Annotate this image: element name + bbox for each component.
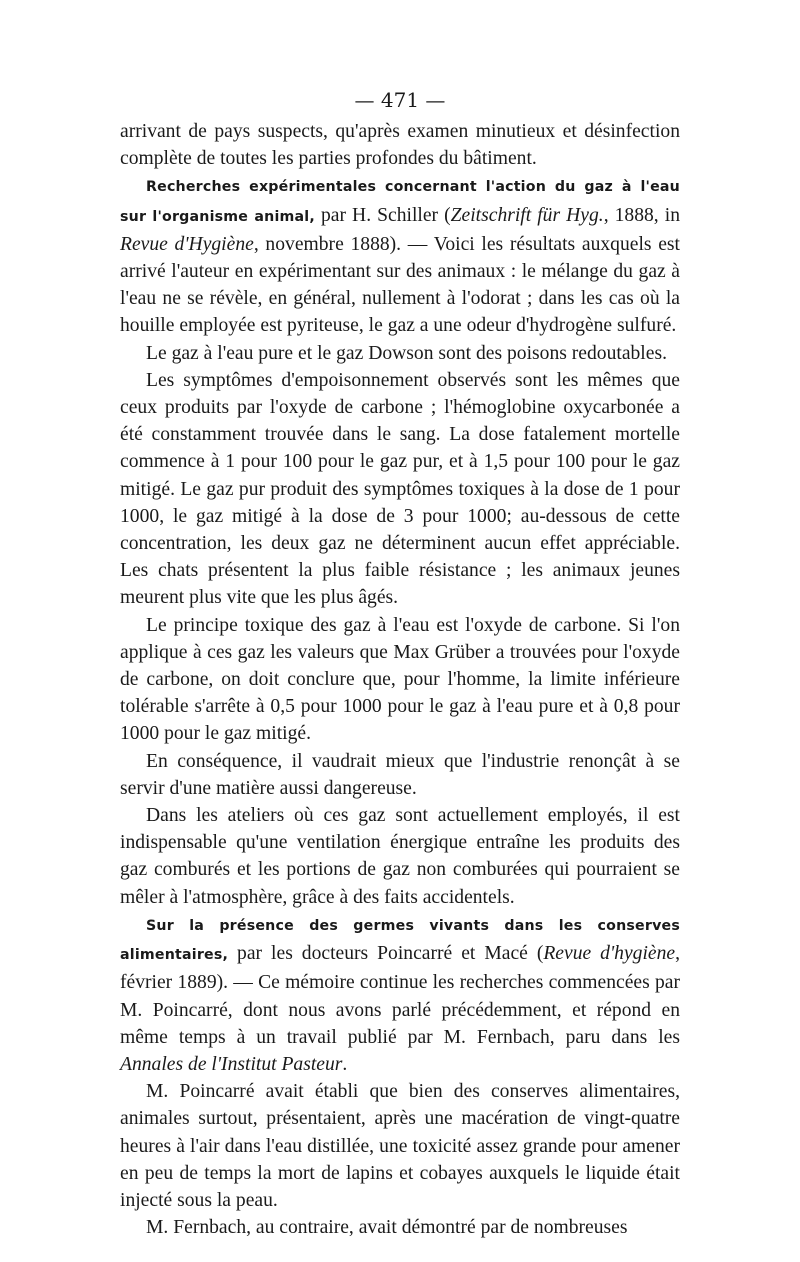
paragraph-principe-toxique: Le principe toxique des gaz à l'eau est l'oxyde de carbone. Si l'on applique à ces gaz les valeurs que Max Grüber a trouvées pour l'oxyde de carbone, on doit conclure que, pour l'homme, la limite inférieure tolérable s'arrête à 0,5 pour 1000 pour le gaz à l'eau pure et à 0,8 pour 1000 pour le gaz mitigé. (120, 614, 680, 745)
paragraph-continuation: arrivant de pays suspects, qu'après examen minutieux et désinfection complète de toutes les parties profondes du bâtiment. (120, 121, 680, 170)
paragraph-fernbach: M. Fernbach, au contraire, avait démontré par de nombreuses (146, 1217, 628, 1239)
journal-title-annales-pasteur: Annales de l'Institut Pasteur (120, 1053, 343, 1075)
body-text (120, 118, 680, 1241)
paragraph-poisons: Le gaz à l'eau pure et le gaz Dowson sont des poisons redoutables. (146, 342, 667, 364)
journal-title-zeitschrift: Zeitschrift für Hyg. (450, 204, 604, 226)
paragraph-consequence: En conséquence, il vaudrait mieux que l'industrie renonçât à se servir d'une matière aussi dangereuse. (120, 750, 680, 799)
paragraph-schiller-article: Recherches expérimentales concernant l'action du gaz à l'eau sur l'organisme animal, par H. Schiller (Zeitschrift für Hyg., 1888, in Revue d'Hygiène, novembre 1888). — Voici les résultats auxquels est arrivé l'auteur en expérimentant sur des animaux : le mélange du gaz à l'eau ne se révèle, en général, nullement à l'odorat ; dans les cas où la houille employée est pyriteuse, le gaz a une odeur d'hydrogène sulfuré. (120, 179, 680, 337)
section-heading-conserves: Sur la présence des germes vivants dans les conserves alimentaires, (120, 917, 680, 964)
paragraph-ateliers: Dans les ateliers où ces gaz sont actuellement employés, il est indispensable qu'une ventilation énergique entraîne les produits des gaz comburés et les portions de gaz non comburées qui pourraient se mêler à l'atmosphère, grâce à des faits accidentels. (120, 805, 680, 908)
paragraph-conserves-article: Sur la présence des germes vivants dans les conserves alimentaires, par les docteurs Poincarré et Macé (Revue d'hygiène, février 1889). — Ce mémoire continue les recherches commencées par M. Poincarré, dont nous avons parlé précédemment, et répond en même temps à un travail publié par M. Fernbach, paru dans les Annales de l'Institut Pasteur. (120, 917, 680, 1075)
journal-title-revue-hygiene-2: Revue d'hygiène (543, 943, 676, 965)
section-heading-gaz-a-l-eau: Recherches expérimentales concernant l'action du gaz à l'eau sur l'organisme animal, (120, 179, 680, 225)
journal-title-revue-hygiene: Revue d'Hygiène (120, 233, 254, 255)
paragraph-poincarre: M. Poincarré avait établi que bien des conserves alimentaires, animales surtout, présentaient, après une macération de vingt-quatre heures à l'air dans l'eau distillée, une toxicité assez grande pour amener en peu de temps la mort de lapins et cobayes auxquels le liquide était injecté sous la peau. (120, 1081, 680, 1211)
paragraph-symptomes: Les symptômes d'empoisonnement observés sont les mêmes que ceux produits par l'oxyde de carbone ; l'hémoglobine oxycarbonée a été constamment trouvée dans le sang. La dose fatalement mortelle commence à 1 pour 100 pour le gaz pur, et à 1,5 pour 100 pour le gaz mitigé. Le gaz pur produit des symptômes toxiques à la dose de 1 pour 1000, le gaz mitigé à la dose de 3 pour 1000; au-dessous de cette concentration, les deux gaz ne déterminent aucun effet appréciable. Les chats présentent la plus faible résistance ; les animaux jeunes meurent plus vite que les plus âgés. (120, 369, 680, 609)
page-number: — 471 — (354, 88, 446, 112)
